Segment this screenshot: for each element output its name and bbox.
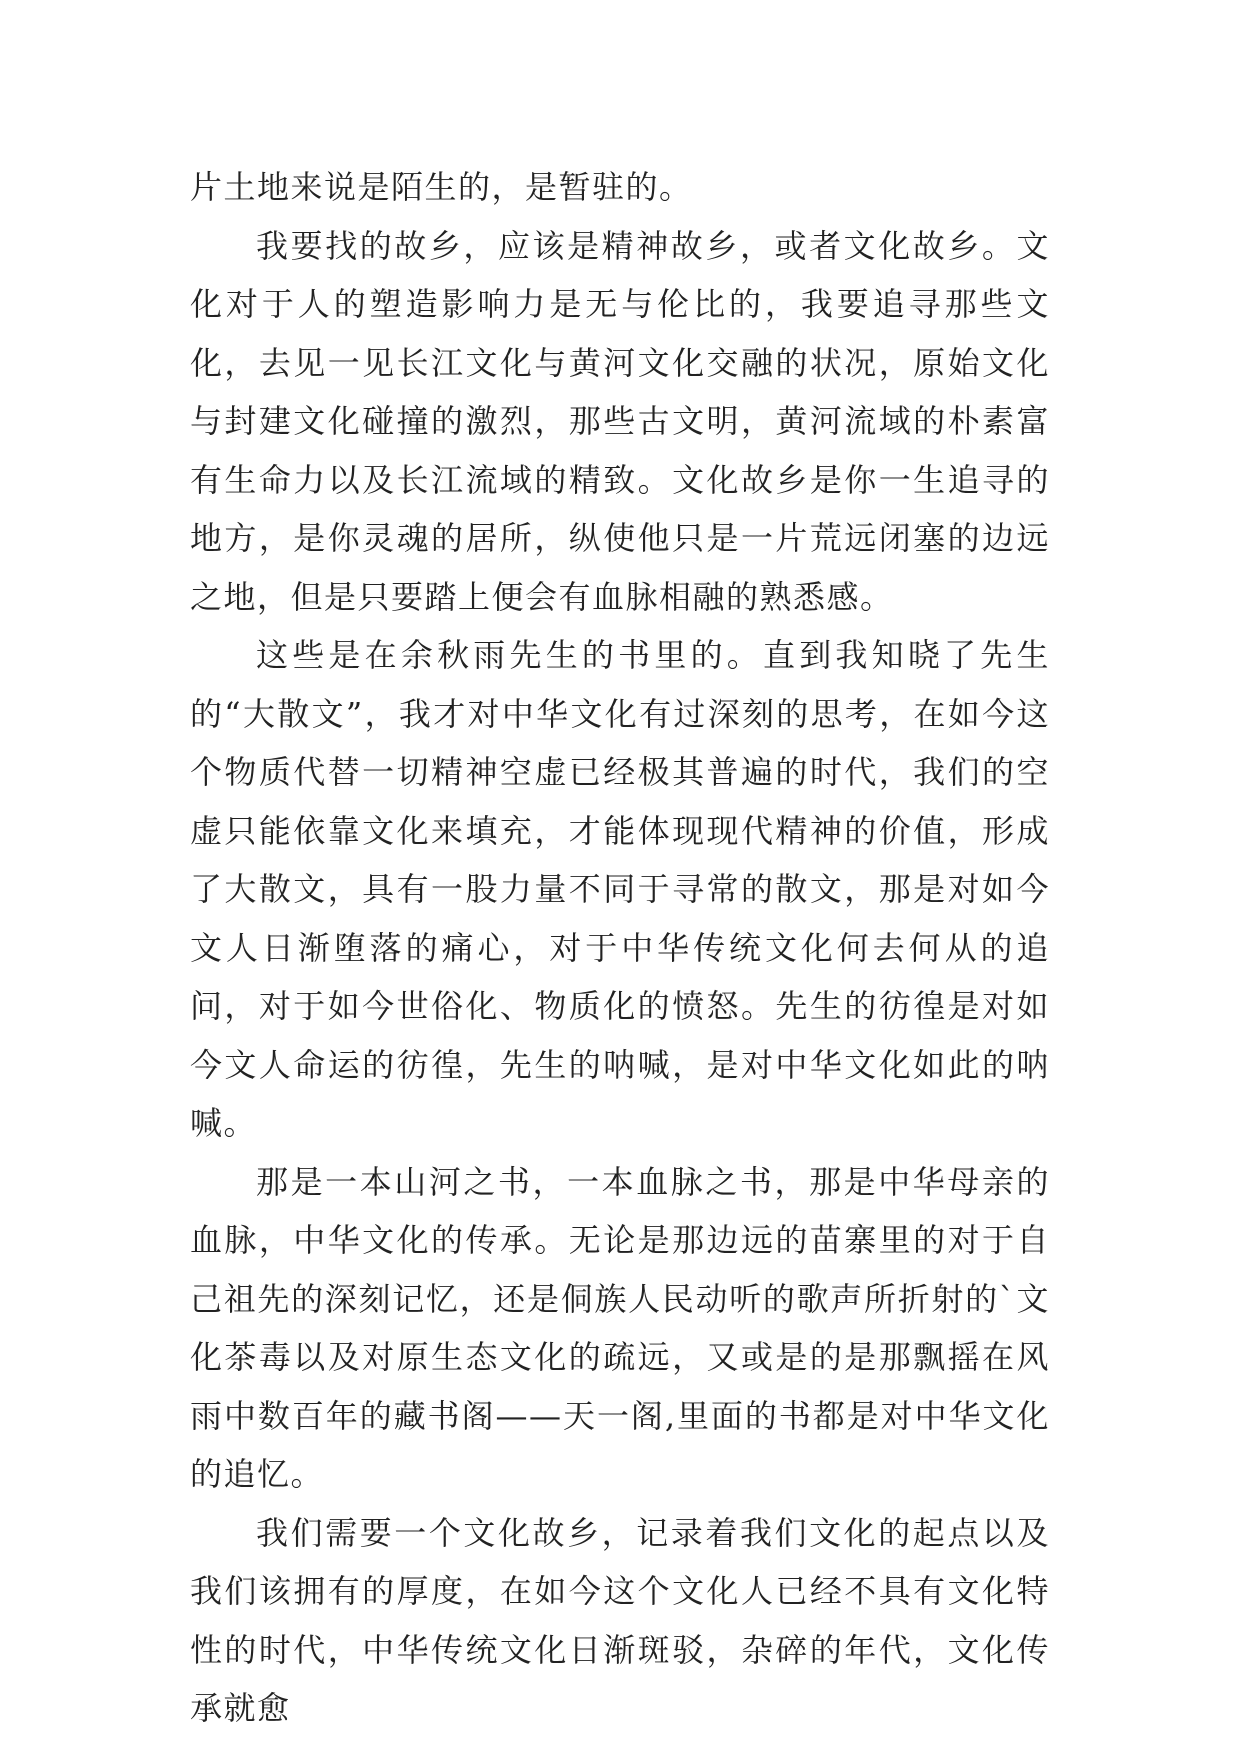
paragraph-cultural-hometown: 我们需要一个文化故乡，记录着我们文化的起点以及我们该拥有的厚度，在如今这个文化人已经不具有文化特性的时代，中华传统文化日渐斑驳，杂碎的年代，文化传承就愈 [190,1513,1050,1727]
paragraph-continuation: 片土地来说是陌生的，是暂驻的。 [190,168,693,206]
document-body [190,158,1050,1738]
paragraph-book-of-rivers: 那是一本山河之书，一本血脉之书，那是中华母亲的血脉，中华文化的传承。无论是那边远的苗寨里的对于自己祖先的深刻记忆，还是侗族人民动听的歌声所折射的`文化茶毒以及对原生态文化的疏远，又或是的是那飘摇在风雨中数百年的藏书阁——天一阁,里面的书都是对中华文化的追忆。 [190,1162,1050,1493]
paragraph-spiritual-hometown: 我要找的故乡，应该是精神故乡，或者文化故乡。文化对于人的塑造影响力是无与伦比的，我要追寻那些文化，去见一见长江文化与黄河文化交融的状况，原始文化与封建文化碰撞的激烈，那些古文明，黄河流域的朴素富有生命力以及长江流域的精致。文化故乡是你一生追寻的地方，是你灵魂的居所，纵使他只是一片荒远闭塞的边远之地，但是只要踏上便会有血脉相融的熟悉感。 [190,226,1050,616]
paragraph-yu-qiuyu: 这些是在余秋雨先生的书里的。直到我知晓了先生的“大散文”，我才对中华文化有过深刻的思考，在如今这个物质代替一切精神空虚已经极其普遍的时代，我们的空虚只能依靠文化来填充，才能体现现代精神的价值，形成了大散文，具有一股力量不同于寻常的散文，那是对如今文人日渐堕落的痛心，对于中华传统文化何去何从的追问，对于如今世俗化、物质化的愤怒。先生的彷徨是对如今文人命运的彷徨，先生的呐喊，是对中华文化如此的呐喊。 [190,636,1050,1142]
